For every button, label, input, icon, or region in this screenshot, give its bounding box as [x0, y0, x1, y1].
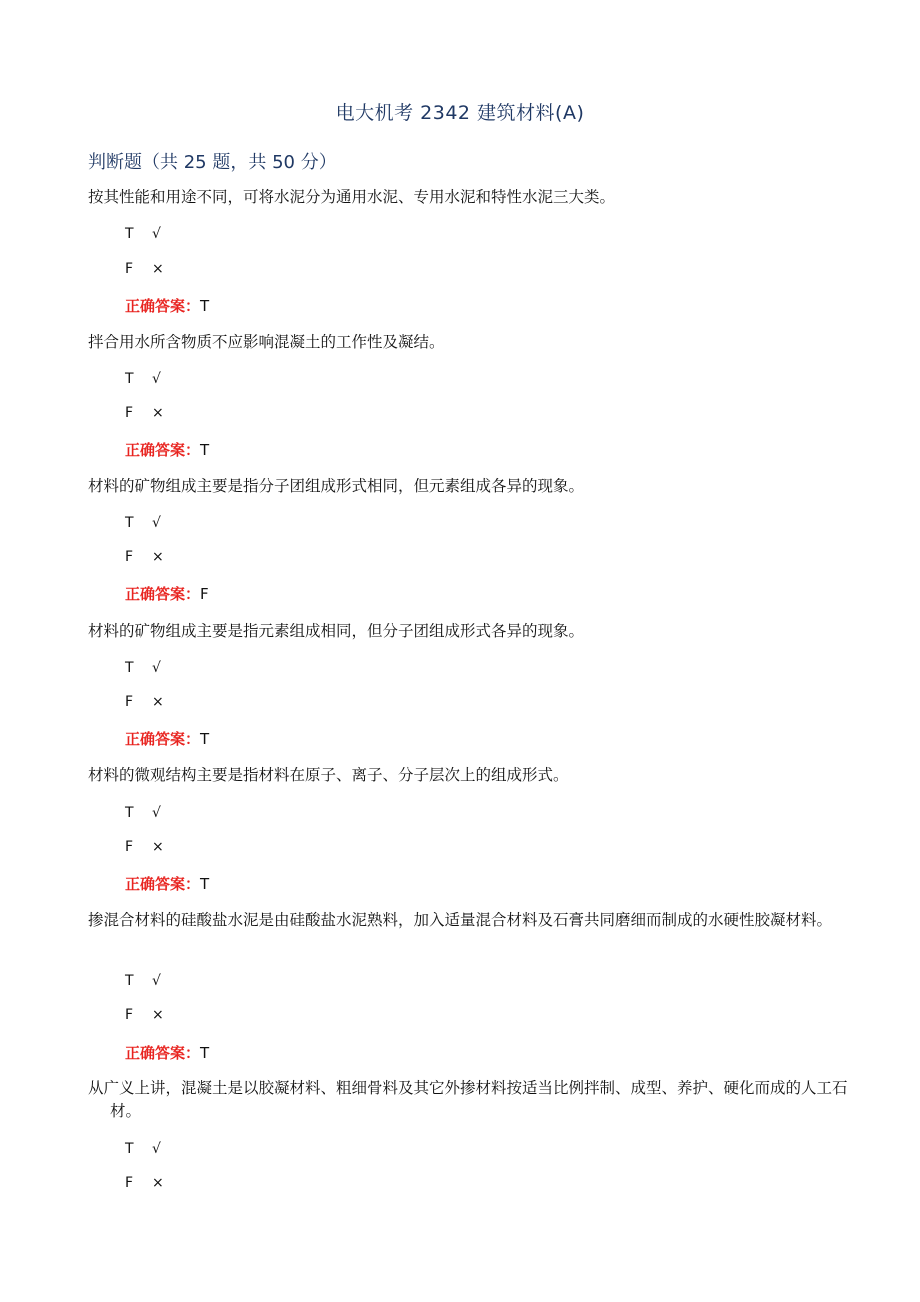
cross-mark-icon: × [152, 261, 164, 277]
question-item [88, 909, 848, 1062]
answer-value: T [200, 1044, 210, 1062]
cross-mark-icon: × [152, 1007, 164, 1023]
correct-answer [125, 1042, 209, 1063]
option-true[interactable] [125, 1141, 161, 1157]
check-mark-icon: √ [152, 973, 161, 989]
check-mark-icon: √ [152, 805, 161, 821]
cross-mark-icon: × [152, 549, 164, 565]
question-text: 掺混合材料的硅酸盐水泥是由硅酸盐水泥熟料，加入适量混合材料及石膏共同磨细而制成的水硬性胶凝材料。 [88, 911, 833, 929]
option-false[interactable] [125, 839, 164, 855]
option-letter: T [125, 660, 134, 676]
answer-label: 正确答案： [125, 730, 201, 748]
answer-value: T [200, 875, 210, 893]
option-false[interactable] [125, 1175, 164, 1191]
check-mark-icon: √ [152, 515, 161, 531]
option-false[interactable] [125, 1007, 164, 1023]
option-letter: T [125, 226, 134, 242]
question-text: 材料的微观结构主要是指材料在原子、离子、分子层次上的组成形式。 [88, 766, 569, 784]
answer-label: 正确答案： [125, 875, 201, 893]
option-letter: F [125, 1007, 134, 1023]
section-heading: 判断题（共 25 题，共 50 分） [88, 152, 337, 173]
question-text: 材料的矿物组成主要是指分子团组成形式相同，但元素组成各异的现象。 [88, 477, 585, 495]
correct-answer [125, 295, 209, 316]
option-false[interactable] [125, 261, 164, 277]
option-letter: F [125, 405, 134, 421]
option-true[interactable] [125, 371, 161, 387]
check-mark-icon: √ [152, 660, 161, 676]
correct-answer [125, 583, 209, 604]
option-false[interactable] [125, 694, 164, 710]
correct-answer [125, 873, 209, 894]
option-letter: F [125, 1175, 134, 1191]
question-text: 从广义上讲，混凝土是以胶凝材料、粗细骨料及其它外掺材料按适当比例拌制、成型、养护、硬化而成的人工石材。 [88, 1079, 848, 1120]
question-text: 材料的矿物组成主要是指元素组成相同，但分子团组成形式各异的现象。 [88, 622, 585, 640]
question-item [88, 1077, 848, 1191]
answer-value: T [200, 730, 210, 748]
answer-label: 正确答案： [125, 585, 201, 603]
check-mark-icon: √ [152, 226, 161, 242]
question-text: 按其性能和用途不同，可将水泥分为通用水泥、专用水泥和特性水泥三大类。 [88, 188, 616, 206]
option-true[interactable] [125, 226, 161, 242]
answer-label: 正确答案： [125, 1044, 201, 1062]
option-letter: F [125, 261, 134, 277]
question-item [88, 331, 848, 459]
question-text: 拌合用水所含物质不应影响混凝土的工作性及凝结。 [88, 333, 445, 351]
page-title: 电大机考 2342 建筑材料(A) [335, 102, 585, 124]
option-letter: F [125, 839, 134, 855]
answer-value: T [200, 297, 210, 315]
cross-mark-icon: × [152, 405, 164, 421]
option-true[interactable] [125, 515, 161, 531]
option-letter: T [125, 1141, 134, 1157]
correct-answer [125, 439, 209, 460]
cross-mark-icon: × [152, 694, 164, 710]
question-item [88, 475, 848, 603]
option-letter: T [125, 805, 134, 821]
option-true[interactable] [125, 805, 161, 821]
answer-label: 正确答案： [125, 297, 201, 315]
correct-answer [125, 728, 209, 749]
answer-value: T [200, 441, 210, 459]
option-letter: F [125, 694, 134, 710]
answer-label: 正确答案： [125, 441, 201, 459]
answer-value: F [200, 585, 209, 603]
option-letter: T [125, 515, 134, 531]
cross-mark-icon: × [152, 1175, 164, 1191]
option-false[interactable] [125, 405, 164, 421]
question-item [88, 764, 848, 893]
option-letter: F [125, 549, 134, 565]
check-mark-icon: √ [152, 371, 161, 387]
option-letter: T [125, 973, 134, 989]
cross-mark-icon: × [152, 839, 164, 855]
check-mark-icon: √ [152, 1141, 161, 1157]
option-letter: T [125, 371, 134, 387]
option-false[interactable] [125, 549, 164, 565]
option-true[interactable] [125, 660, 161, 676]
question-item [88, 186, 848, 315]
option-true[interactable] [125, 973, 161, 989]
question-item [88, 620, 848, 748]
